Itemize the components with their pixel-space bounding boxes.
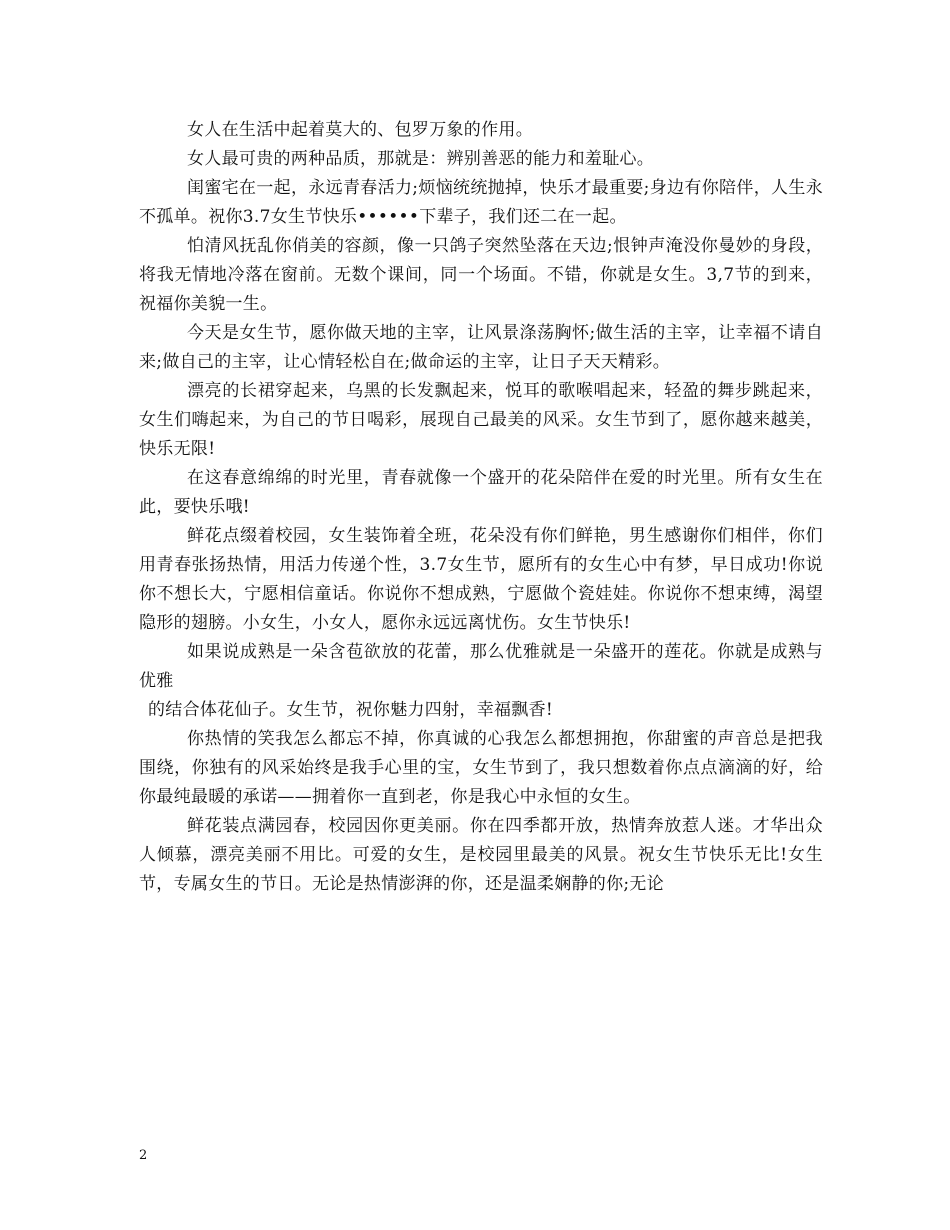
paragraph-2: 女人最可贵的两种品质，那就是：辨别善恶的能力和羞耻心。 [187, 149, 655, 169]
paragraph-9-continuation: 的结合体花仙子。女生节，祝你魅力四射，幸福飘香! [148, 700, 554, 720]
paragraph-5: 今天是女生节，愿你做天地的主宰，让风景涤荡胸怀;做生活的主宰，让幸福不请自来;做自己的主宰，让心情轻松自在;做命运的主宰，让日子天天精彩。 [139, 323, 823, 372]
paragraph-1: 女人在生活中起着莫大的、包罗万象的作用。 [187, 120, 533, 140]
paragraph-3: 闺蜜宅在一起，永远青春活力;烦恼统统抛掉，快乐才最重要;身边有你陪伴，人生永不孤单。祝你3.7女生节快乐••••••下辈子，我们还二在一起。 [139, 178, 823, 227]
page-number: 2 [139, 1148, 148, 1163]
paragraph-7: 在这春意绵绵的时光里，青春就像一个盛开的花朵陪伴在爱的时光里。所有女生在此，要快乐哦! [139, 468, 823, 517]
paragraph-8: 鲜花点缀着校园，女生装饰着全班，花朵没有你们鲜艳，男生感谢你们相伴，你们用青春张扬热情，用活力传递个性，3.7女生节，愿所有的女生心中有梦，早日成功!你说你不想长大，宁愿相信童话。你说你不想成熟，宁愿做个瓷娃娃。你说你不想束缚，渴望隐形的翅膀。小女生，小女人，愿你永远远离忧伤。女生节快乐! [139, 526, 823, 633]
paragraph-9: 如果说成熟是一朵含苞欲放的花蕾，那么优雅就是一朵盛开的莲花。你就是成熟与优雅 [139, 642, 823, 691]
paragraph-11: 鲜花装点满园春，校园因你更美丽。你在四季都开放，热情奔放惹人迷。才华出众人倾慕，漂亮美丽不用比。可爱的女生，是校园里最美的风景。祝女生节快乐无比!女生节，专属女生的节日。无论是热情澎湃的你，还是温柔娴静的你;无论 [139, 816, 823, 894]
paragraph-6: 漂亮的长裙穿起来，乌黑的长发飘起来，悦耳的歌喉唱起来，轻盈的舞步跳起来，女生们嗨起来，为自己的节日喝彩，展现自己最美的风采。女生节到了，愿你越来越美，快乐无限! [139, 381, 823, 459]
document-body [139, 116, 823, 899]
paragraph-4: 怕清风抚乱你俏美的容颜，像一只鸽子突然坠落在天边;恨钟声淹没你曼妙的身段，将我无情地冷落在窗前。无数个课间，同一个场面。不错，你就是女生。3,7节的到来，祝福你美貌一生。 [139, 236, 823, 314]
paragraph-10: 你热情的笑我怎么都忘不掉，你真诚的心我怎么都想拥抱，你甜蜜的声音总是把我围绕，你独有的风采始终是我手心里的宝，女生节到了，我只想数着你点点滴滴的好，给你最纯最暖的承诺——拥着你一直到老，你是我心中永恒的女生。 [139, 729, 823, 807]
